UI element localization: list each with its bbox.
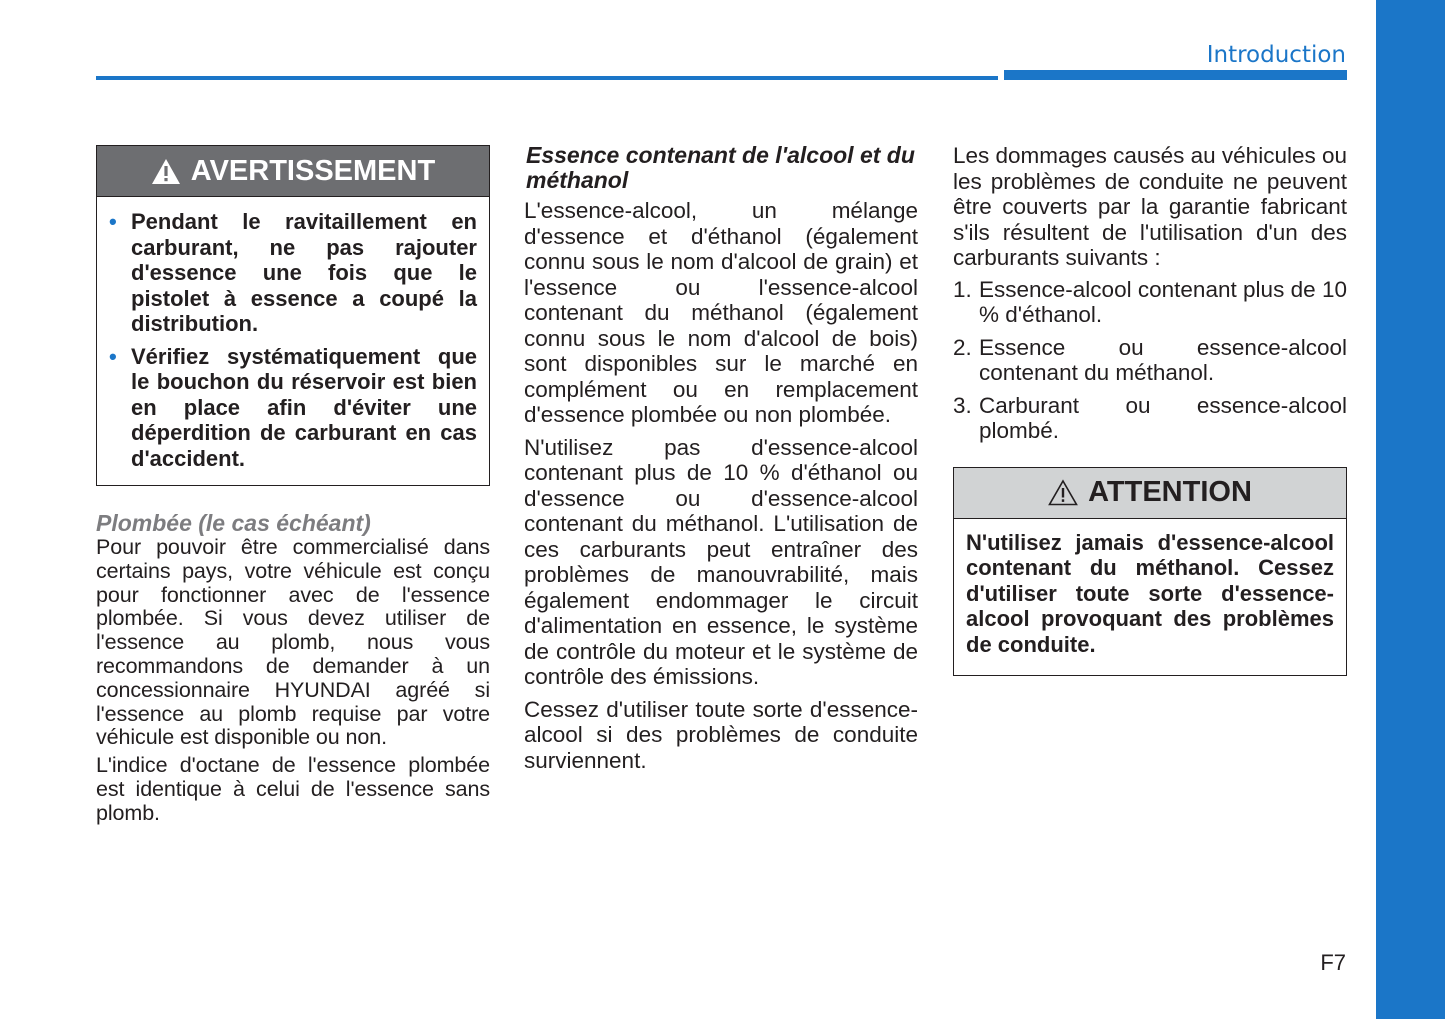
bullet-icon: • [109, 343, 117, 369]
column-right [953, 143, 1347, 676]
caution-box-body [954, 519, 1346, 676]
list-number: 2. [953, 334, 972, 360]
column-middle [524, 143, 918, 773]
caution-triangle-icon [1048, 479, 1078, 506]
list-item-text: Carburant ou essence-alcool plombé. [979, 392, 1347, 443]
warning-box-header [97, 146, 489, 197]
list-item [953, 393, 1347, 444]
warning-list [109, 209, 477, 471]
warning-box-body [97, 197, 489, 485]
header-rule [96, 76, 998, 80]
section-heading-leaded: Plombée (le cas échéant) [96, 510, 371, 536]
warning-triangle-icon [151, 158, 181, 185]
list-item [953, 335, 1347, 386]
paragraph: L'essence-alcool, un mélange d'essence et d'éthanol (également connu sous le nom d'alcool de grain) et l'essence ou l'essence-alcool contenant du méthanol (également connu sous le nom d'alcool de bois) sont disponibles sur le marché en complément ou en remplacement d'essence plombée ou non plombée. [524, 198, 918, 427]
side-chapter-tab [1376, 0, 1445, 1019]
paragraph: N'utilisez pas d'essence-alcool contenant plus de 10 % d'éthanol ou d'essence ou d'essence-alcool contenant du méthanol. L'utilisation de ces carburants peut entraîner des problèmes de manouvrabilité, mais également endommager le circuit d'alimentation en essence, le système de contrôle du moteur et le système de contrôle des émissions. [524, 434, 918, 689]
warning-box-title: AVERTISSEMENT [190, 154, 436, 187]
caution-text: N'utilisez jamais d'essence-alcool contenant du méthanol. Cessez d'utiliser toute sorte d'essence-alcool provoquant des problèmes de conduite. [966, 529, 1334, 657]
paragraph: Pour pouvoir être commercialisé dans certains pays, votre véhicule est conçu pour fonctionner avec de l'essence plombée. Si vous devez utiliser de l'essence au plomb, nous vous recommandons de demander à un concessionnaire HYUNDAI agréé si l'essence au plomb requise par votre véhicule est disponible ou non. [96, 535, 490, 750]
caution-box-header [954, 468, 1346, 519]
list-item-text: Vérifiez systématiquement que le bouchon du réservoir est bien en place afin d'éviter une déperdition de carburant en cas d'accident. [131, 343, 477, 471]
caution-box [953, 467, 1347, 677]
list-item [953, 277, 1347, 328]
paragraph: L'indice d'octane de l'essence plombée est identique à celui de l'essence sans plomb. [96, 753, 490, 825]
caution-box-title: ATTENTION [1088, 476, 1252, 508]
list-number: 1. [953, 276, 972, 302]
list-item-text: Essence ou essence-alcool contenant du méthanol. [979, 334, 1347, 385]
bullet-icon: • [109, 209, 117, 234]
paragraph: Les dommages causés au véhicules ou les problèmes de conduite ne peuvent être couverts par la garantie fabricant s'ils résultent de l'utilisation d'un des carburants suivants : [953, 143, 1347, 270]
list-item-text: Pendant le ravitaillement en carburant, ne pas rajouter d'essence une fois que le pistolet à essence a coupé la distribution. [131, 209, 477, 336]
page-number: F7 [1320, 950, 1346, 975]
section-heading-alcohol: Essence contenant de l'alcool et du méthanol [526, 142, 915, 193]
paragraph: Cessez d'utiliser toute sorte d'essence-alcool si des problèmes de conduite surviennent. [524, 696, 918, 773]
list-number: 3. [953, 392, 972, 418]
section-title: Introduction [1206, 42, 1346, 68]
fuel-list [953, 277, 1347, 444]
list-item [109, 344, 477, 472]
warning-box [96, 145, 490, 486]
column-left [96, 143, 490, 826]
header-rule-accent [1004, 70, 1347, 80]
list-item [109, 209, 477, 337]
list-item-text: Essence-alcool contenant plus de 10 % d'éthanol. [979, 276, 1347, 327]
